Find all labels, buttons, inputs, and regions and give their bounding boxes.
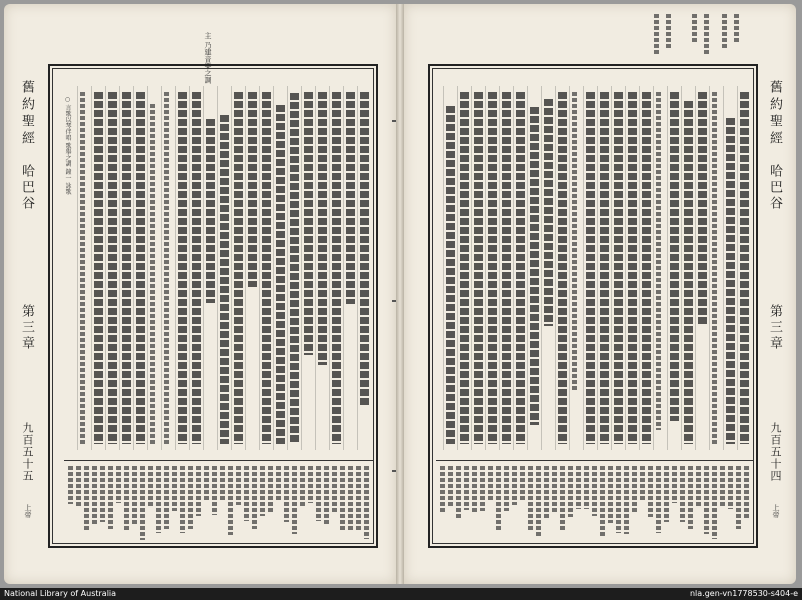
footnote-column: [228, 466, 233, 535]
text-column: [572, 92, 577, 391]
column-rule: [217, 86, 218, 450]
text-column: [234, 92, 243, 444]
right-page-number: 九百五十四: [769, 422, 782, 482]
left-volume-mark: 上帝: [24, 504, 32, 518]
footnote-column: [696, 466, 701, 507]
text-column: [122, 92, 131, 444]
text-column: [516, 92, 525, 444]
text-column: [712, 92, 717, 444]
column-rule: [175, 86, 176, 450]
footnote-column: [568, 466, 573, 517]
text-column: [248, 92, 257, 287]
footnote-column: [656, 466, 661, 533]
text-column: [318, 92, 327, 365]
column-rule: [583, 86, 584, 450]
footnote-column: [364, 466, 369, 539]
column-rule: [541, 86, 542, 450]
footnote-column: [472, 466, 477, 513]
text-column: [656, 92, 661, 430]
left-book-name: 哈巴谷: [19, 164, 34, 212]
text-column: [80, 92, 85, 444]
column-rule: [457, 86, 458, 450]
column-rule: [91, 86, 92, 450]
text-column: [136, 92, 145, 444]
footnote-column: [592, 466, 597, 516]
footnote-column: [156, 466, 161, 533]
text-column: [94, 92, 103, 444]
footnote-column: [196, 466, 201, 516]
column-rule: [625, 86, 626, 450]
column-rule: [315, 86, 316, 450]
footnote-column: [324, 466, 329, 525]
library-credit: National Library of Australia: [4, 589, 117, 598]
header-note: 主 乃建音樂之調: [204, 32, 212, 84]
text-column: [488, 92, 497, 444]
text-column: [586, 92, 595, 444]
footnote-column: [520, 466, 525, 502]
column-rule: [273, 86, 274, 450]
closing-note: ○ 言歌以琴伴唱 歌舉之調 鐘一 詠歌: [64, 96, 71, 195]
footnote-column: [528, 466, 533, 532]
text-column: [446, 106, 455, 444]
column-rule: [639, 86, 640, 450]
column-rule: [499, 86, 500, 450]
footnote-column: [488, 466, 493, 502]
footnote-column: [76, 466, 81, 506]
text-column: [530, 107, 539, 425]
footnote-column: [348, 466, 353, 530]
footnote-column: [632, 466, 637, 513]
text-column: [600, 92, 609, 444]
footnote-column: [464, 466, 469, 510]
footnote-column: [276, 466, 281, 501]
column-rule: [667, 86, 668, 450]
footnote-column: [188, 466, 193, 529]
footnote-column: [544, 466, 549, 518]
footnote-column: [536, 466, 541, 536]
text-column: [150, 104, 155, 444]
column-rule: [485, 86, 486, 450]
footnote-column: [236, 466, 241, 505]
footnote-column: [172, 466, 177, 511]
text-column: [332, 92, 341, 444]
footnote-column: [680, 466, 685, 522]
right-book-name: 哈巴谷: [767, 164, 782, 212]
column-rule: [527, 86, 528, 450]
text-column: [628, 92, 637, 444]
footnote-column: [712, 466, 717, 539]
footnote-column: [68, 466, 73, 504]
column-rule: [245, 86, 246, 450]
text-column: [726, 118, 735, 444]
right-volume-mark: 上帝: [772, 504, 780, 518]
footnote-column: [308, 466, 313, 503]
footnote-column: [496, 466, 501, 532]
text-column: [360, 92, 369, 405]
column-rule: [723, 86, 724, 450]
footnote-column: [672, 466, 677, 503]
footnote-column: [284, 466, 289, 522]
footnote-column: [92, 466, 97, 524]
footnote-column: [704, 466, 709, 534]
text-column: [544, 99, 553, 326]
footnote-column: [124, 466, 129, 530]
column-rule: [681, 86, 682, 450]
text-column: [684, 101, 693, 444]
footnote-column: [640, 466, 645, 502]
top-note-column: [654, 14, 659, 56]
text-column: [740, 92, 749, 444]
text-column: [178, 92, 187, 444]
column-rule: [133, 86, 134, 450]
right-running-title: 舊約聖經: [767, 80, 782, 148]
top-note-column: [704, 14, 709, 56]
left-page: [4, 4, 396, 584]
footnote-column: [148, 466, 153, 508]
footnote-column: [116, 466, 121, 503]
footnote-column: [220, 466, 225, 501]
footnote-column: [332, 466, 337, 513]
image-identifier: nla.gen-vn1778530-s404-e: [689, 589, 798, 598]
footer-bar: [0, 588, 802, 600]
text-column: [670, 92, 679, 421]
footnote-column: [512, 466, 517, 505]
column-rule: [695, 86, 696, 450]
footnote-column: [664, 466, 669, 522]
column-rule: [555, 86, 556, 450]
text-column: [262, 92, 271, 444]
footnote-column: [140, 466, 145, 540]
right-chapter: 第三章: [767, 304, 782, 352]
column-rule: [653, 86, 654, 450]
column-rule: [231, 86, 232, 450]
text-column: [460, 92, 469, 444]
text-column: [346, 92, 355, 304]
column-rule: [119, 86, 120, 450]
column-rule: [343, 86, 344, 450]
column-rule: [301, 86, 302, 450]
text-column: [206, 119, 215, 303]
footnote-column: [744, 466, 749, 519]
footnote-column: [688, 466, 693, 529]
footnote-column: [244, 466, 249, 521]
footnote-column: [132, 466, 137, 524]
footnote-column: [648, 466, 653, 517]
column-rule: [569, 86, 570, 450]
footnote-column: [728, 466, 733, 509]
footnote-column: [456, 466, 461, 518]
footnote-column: [212, 466, 217, 515]
footnote-column: [576, 466, 581, 509]
footnote-separator: [64, 460, 374, 461]
text-column: [220, 115, 229, 444]
footnote-column: [164, 466, 169, 529]
column-rule: [161, 86, 162, 450]
top-note-column: [722, 14, 727, 50]
footnote-column: [624, 466, 629, 534]
column-rule: [709, 86, 710, 450]
footnote-column: [480, 466, 485, 511]
column-rule: [329, 86, 330, 450]
text-column: [614, 92, 623, 444]
footnote-column: [504, 466, 509, 511]
text-column: [290, 93, 299, 444]
footnote-column: [108, 466, 113, 529]
text-column: [558, 92, 567, 444]
column-rule: [513, 86, 514, 450]
footnote-column: [180, 466, 185, 533]
column-rule: [611, 86, 612, 450]
column-rule: [147, 86, 148, 450]
footnote-column: [448, 466, 453, 508]
text-column: [474, 92, 483, 444]
footnote-column: [356, 466, 361, 530]
top-note-column: [666, 14, 671, 50]
footnote-column: [204, 466, 209, 502]
footnote-column: [292, 466, 297, 534]
footnote-column: [268, 466, 273, 513]
left-running-title: 舊約聖經: [19, 80, 34, 148]
column-rule: [443, 86, 444, 450]
column-rule: [597, 86, 598, 450]
footnote-column: [260, 466, 265, 516]
left-page-number: 九百五十五: [21, 422, 34, 482]
column-rule: [737, 86, 738, 450]
footnote-column: [300, 466, 305, 507]
column-rule: [357, 86, 358, 450]
column-rule: [203, 86, 204, 450]
column-rule: [287, 86, 288, 450]
footnote-column: [100, 466, 105, 522]
column-rule: [189, 86, 190, 450]
footnote-separator: [436, 460, 754, 461]
footnote-column: [252, 466, 257, 529]
column-rule: [259, 86, 260, 450]
top-note-column: [734, 14, 739, 44]
footnote-column: [552, 466, 557, 512]
footnote-column: [736, 466, 741, 529]
text-column: [698, 92, 707, 326]
footnote-column: [340, 466, 345, 530]
column-rule: [105, 86, 106, 450]
footnote-column: [560, 466, 565, 532]
footnote-column: [616, 466, 621, 533]
text-column: [164, 92, 169, 444]
column-rule: [471, 86, 472, 450]
text-column: [502, 92, 511, 444]
right-page: [404, 4, 796, 584]
footnote-column: [440, 466, 445, 512]
text-column: [642, 92, 651, 444]
text-column: [304, 92, 313, 355]
footnote-column: [600, 466, 605, 537]
left-chapter: 第三章: [19, 304, 34, 352]
footnote-column: [84, 466, 89, 532]
footnote-column: [720, 466, 725, 507]
text-column: [192, 92, 201, 444]
footnote-column: [316, 466, 321, 521]
footnote-column: [608, 466, 613, 523]
gutter: [396, 4, 404, 584]
footnote-column: [584, 466, 589, 509]
text-column: [108, 92, 117, 444]
top-note-column: [692, 14, 697, 44]
text-column: [276, 105, 285, 444]
column-rule: [77, 86, 78, 450]
